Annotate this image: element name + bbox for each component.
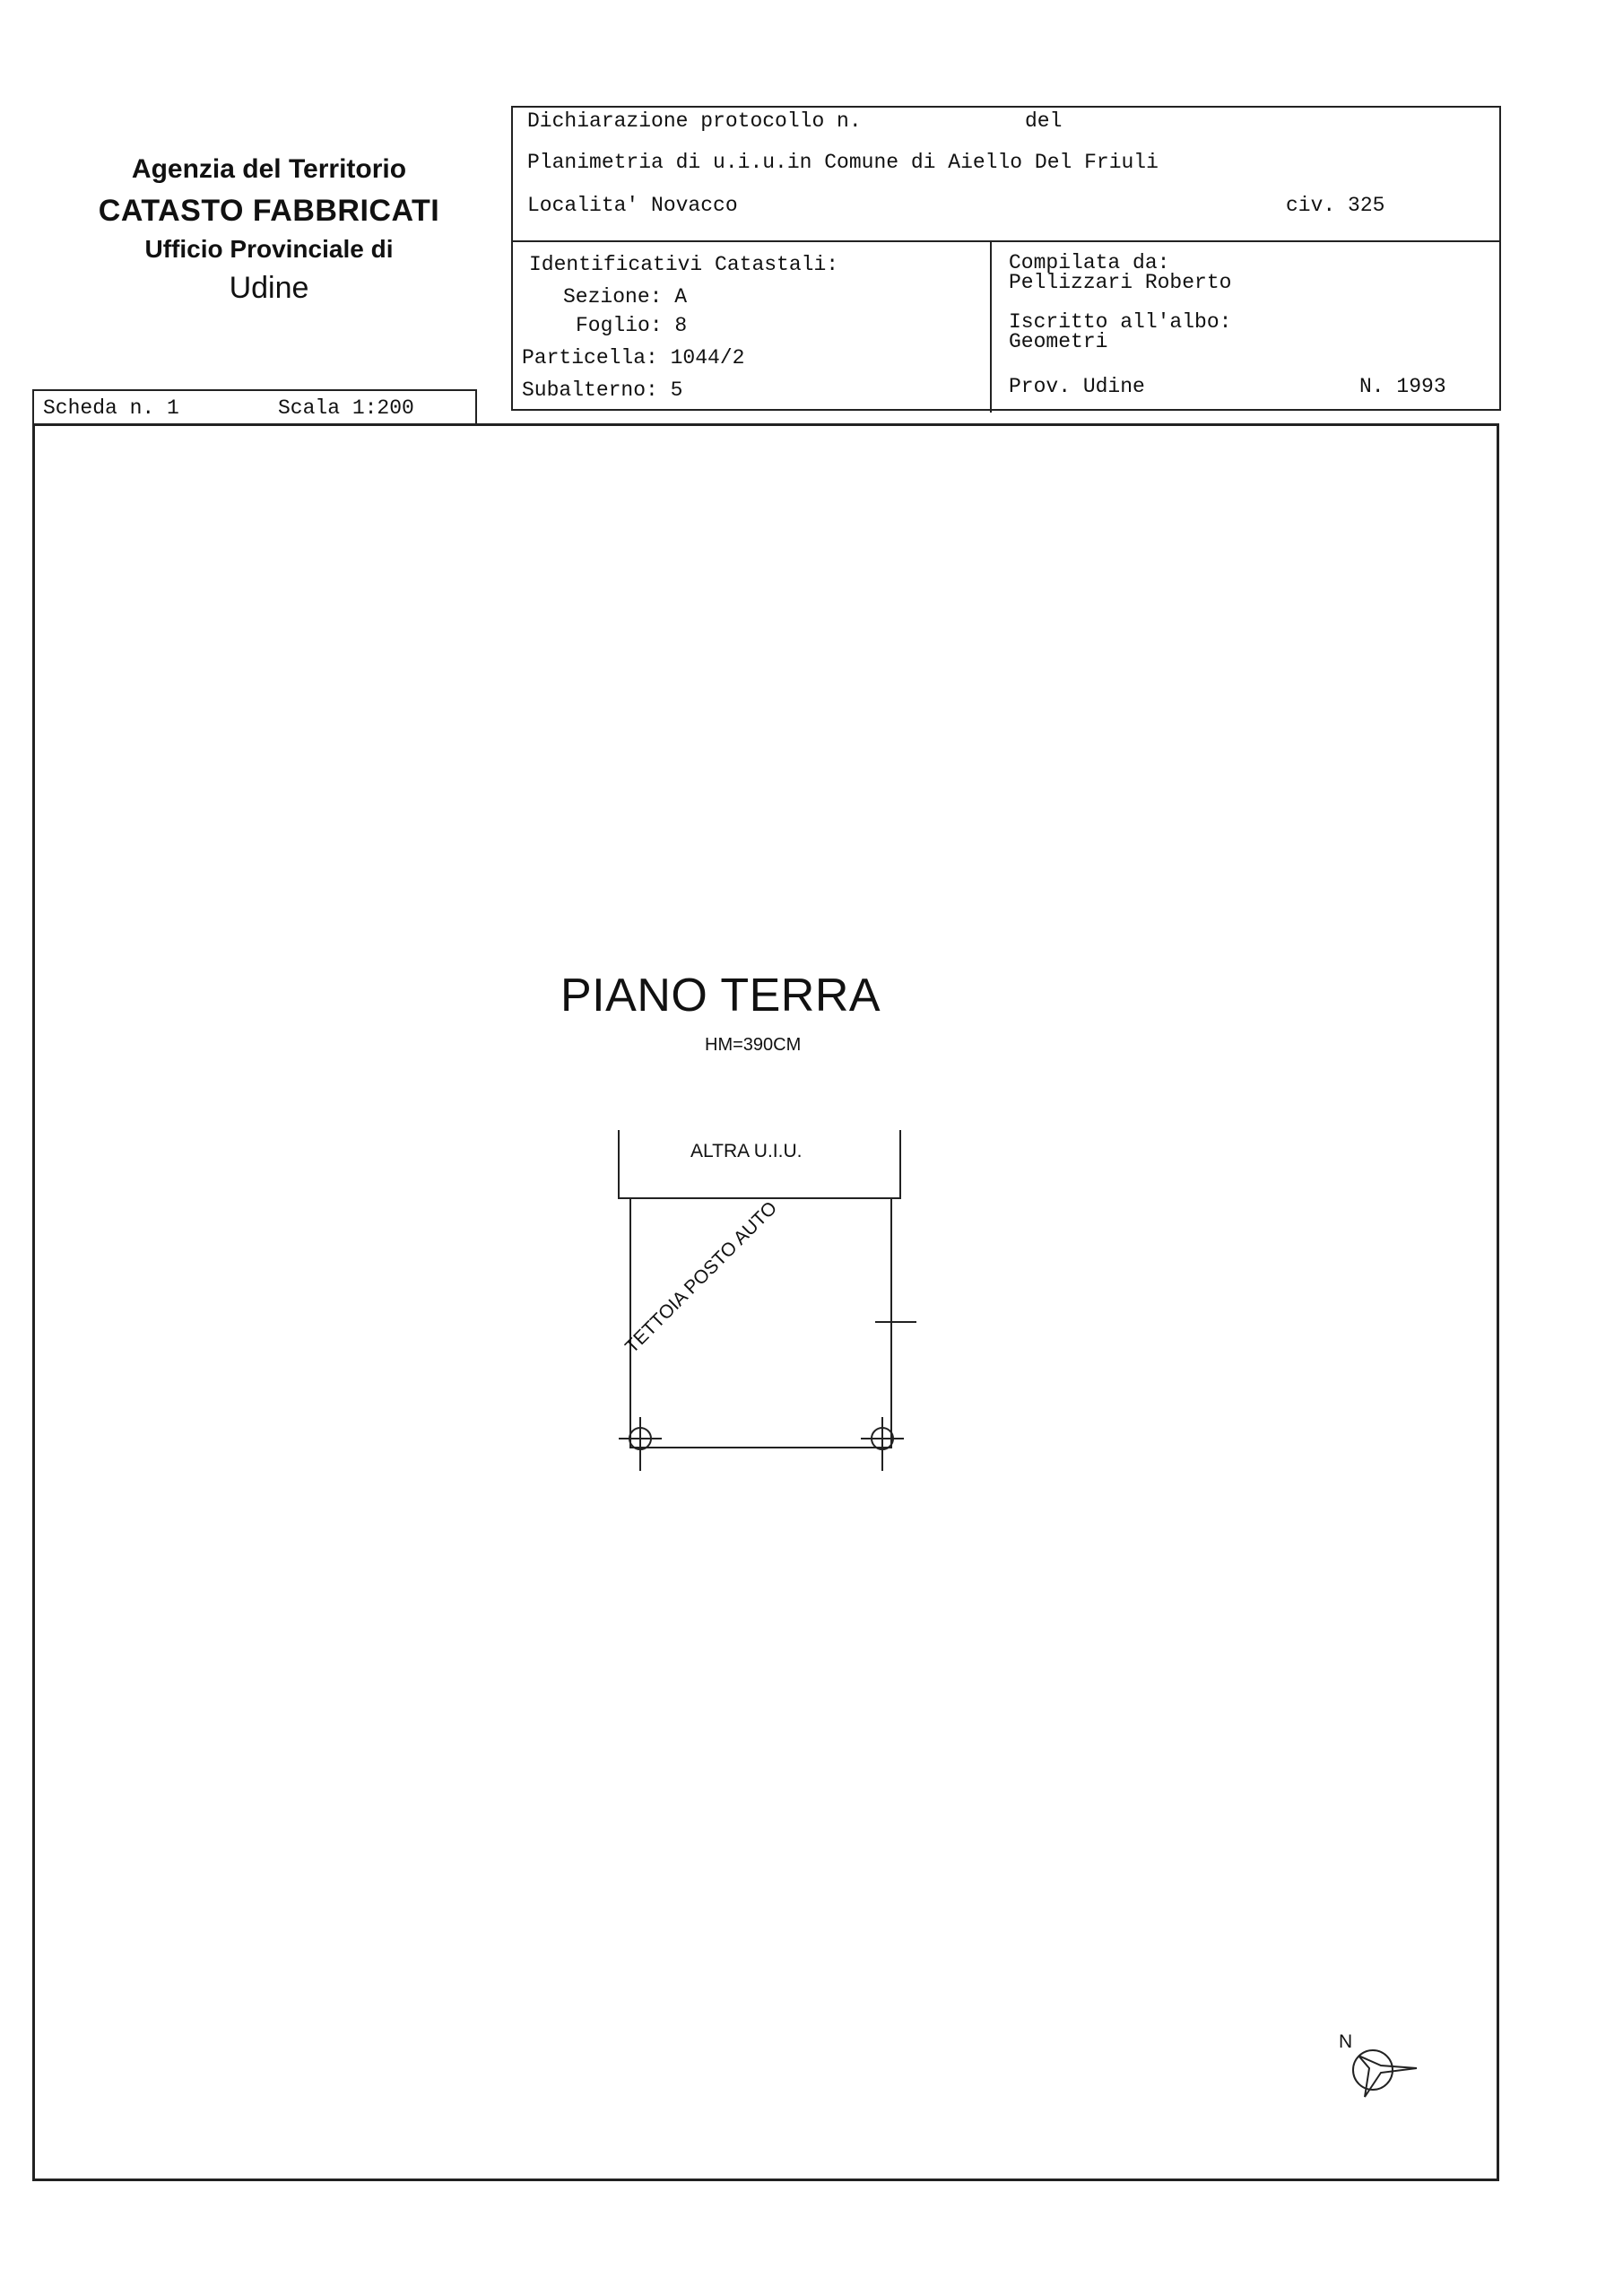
north-label: N [1339, 2031, 1353, 2052]
compilata-label: Compilata da: [1009, 251, 1170, 274]
localita-label: Localita' Novacco [527, 194, 738, 217]
pillar-left [619, 1417, 662, 1471]
del-label: del [1025, 109, 1063, 133]
office-label: Ufficio Provinciale di [144, 235, 394, 263]
particella-value: Particella: 1044/2 [522, 346, 745, 370]
floor-title: PIANO TERRA [560, 970, 881, 1022]
catasto-title: CATASTO FABBRICATI [98, 194, 440, 228]
planimetria-label: Planimetria di u.i.u.in Comune di Aiello Del Friuli [527, 151, 1159, 174]
scale-label: Scala 1:200 [278, 396, 414, 420]
civico-label: civ. 325 [1286, 194, 1385, 217]
identificativi-title: Identificativi Catastali: [529, 253, 839, 276]
dichiarazione-label: Dichiarazione protocollo n. [527, 109, 862, 133]
registration-number: N. 1993 [1359, 375, 1446, 398]
compiler-name: Pellizzari Roberto [1009, 271, 1232, 294]
carport-label: TETTOIA POSTO AUTO [621, 1197, 782, 1358]
office-city: Udine [229, 271, 309, 305]
agency-name: Agenzia del Territorio [131, 154, 407, 184]
iscritto-label: Iscritto all'albo: [1009, 310, 1232, 334]
scheda-number: Scheda n. 1 [43, 396, 179, 420]
pillar-right [861, 1417, 904, 1471]
floor-height: HM=390CM [705, 1035, 802, 1055]
albo-value: Geometri [1009, 330, 1108, 353]
sezione-value: Sezione: A [563, 285, 688, 309]
provincia-value: Prov. Udine [1009, 375, 1145, 398]
foglio-value: Foglio: 8 [576, 314, 688, 337]
north-arrow-icon [1353, 2050, 1417, 2097]
subalterno-value: Subalterno: 5 [522, 378, 683, 402]
adjacent-unit-label: ALTRA U.I.U. [690, 1141, 803, 1161]
